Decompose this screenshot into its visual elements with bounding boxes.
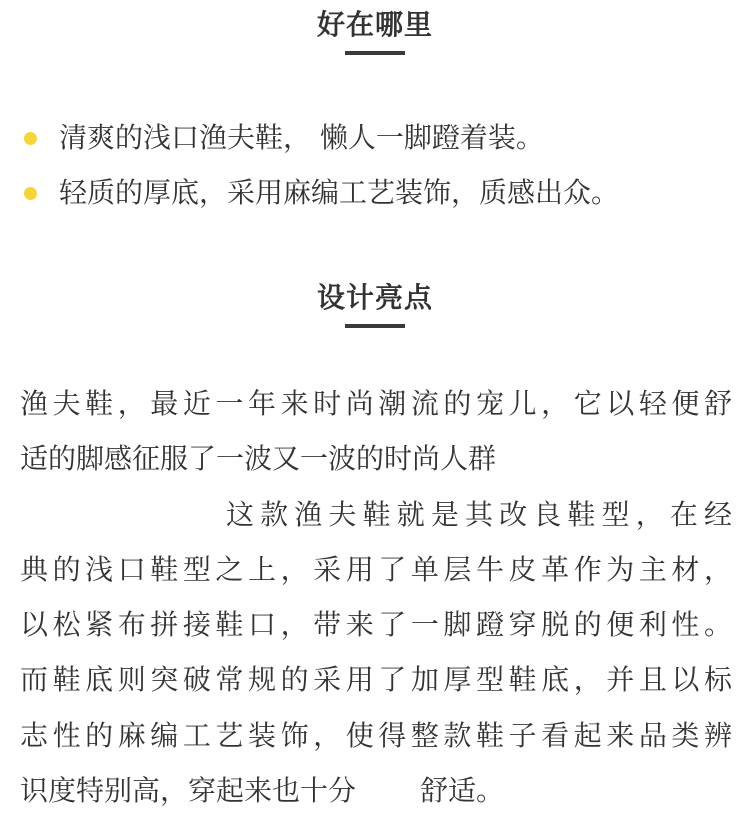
paragraph-line: 适的脚感征服了一波又一波的时尚人群 [20,442,497,476]
paragraph-line-final [20,763,732,818]
paragraph-line: 而鞋底则突破常规的采用了加厚型鞋底，并且以标 [20,663,732,697]
section-title-highlights: 好在哪里 [316,8,433,41]
bullet-item [24,173,730,213]
paragraph-line: 志性的麻编工艺装饰，使得整款鞋子看起来品类辨 [20,718,732,752]
bullet-item [24,118,730,158]
paragraph-line: 以松紧布拼接鞋口，带来了一脚蹬穿脱的便利性。 [20,608,732,642]
paragraph-line: 这款渔夫鞋就是其改良鞋型，在经 [226,497,732,531]
bullet-text: 清爽的浅口渔夫鞋， 懒人一脚蹬着装。 [59,121,544,154]
section-title-design: 设计亮点 [316,281,433,314]
bullet-text: 轻质的厚底，采用麻编工艺装饰，质感出众。 [59,176,620,209]
bullet-dot-icon [24,187,37,200]
paragraph-text: 识度特别高，穿起来也十分 [20,774,357,808]
title-underline [345,51,405,55]
paragraph-line: 典的浅口鞋型之上，采用了单层牛皮革作为主材， [20,552,732,586]
title-underline [345,324,405,328]
paragraph-line: 渔夫鞋，最近一年来时尚潮流的宠儿，它以轻便舒 [20,387,732,420]
bullet-dot-icon [24,132,37,145]
design-paragraph [20,376,732,818]
paragraph-text: 舒适。 [420,774,505,808]
